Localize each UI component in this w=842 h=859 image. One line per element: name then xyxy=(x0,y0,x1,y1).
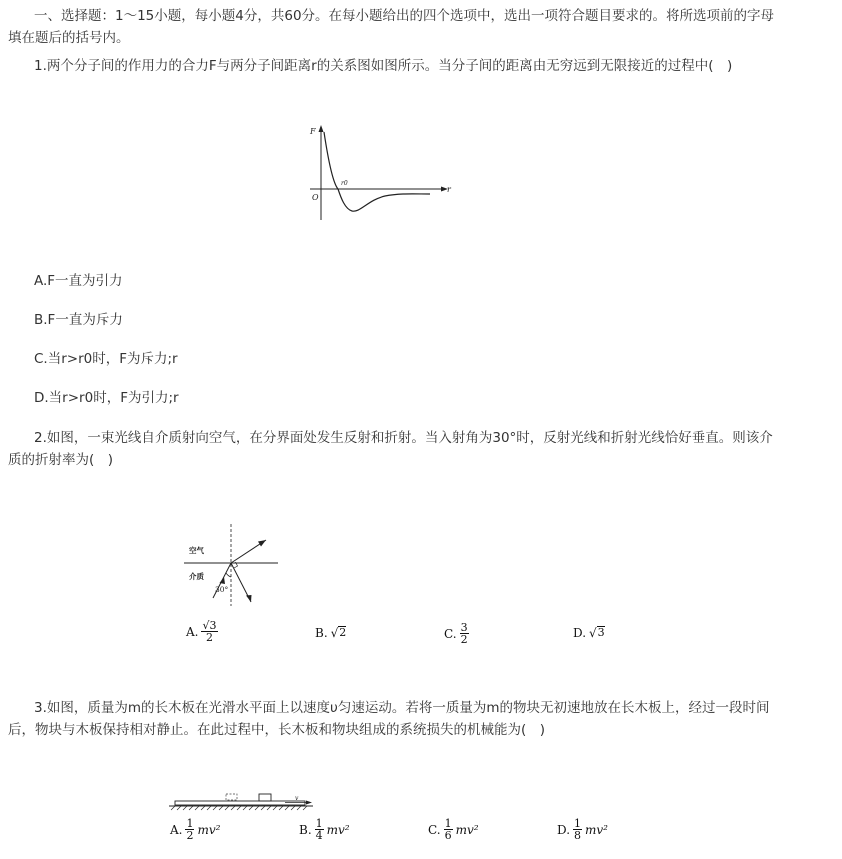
q2-incident-arrow xyxy=(220,577,226,584)
q1-stem: 1.两个分子间的作用力的合力F与两分子间距离r的关系图如图所示。当分子间的距离由无穷远到无限接近的过程中( ) xyxy=(34,58,733,74)
q3-v-label: v xyxy=(295,795,299,802)
section-heading-line1: 一、选择题：1～15小题，每小题4分，共60分。在每小题给出的四个选项中，选出一项符合题目要求的。将所选项前的字母 xyxy=(34,8,775,24)
q2-option-a-letter: A. xyxy=(186,624,199,639)
q3-option-d xyxy=(557,818,608,841)
q3-option-d-numerator: 1 xyxy=(574,817,582,830)
q2-option-d xyxy=(573,626,605,640)
q3-stem xyxy=(8,697,808,741)
q2-option-a xyxy=(186,620,218,643)
q2-option-b-radicand: 2 xyxy=(339,626,347,639)
q3-option-b-fraction xyxy=(315,818,324,841)
q1-force-distance-graph xyxy=(305,122,460,222)
q2-air-label: 空气 xyxy=(189,546,204,555)
q2-refraction-diagram xyxy=(180,522,285,607)
q3-option-d-letter: D. xyxy=(557,822,571,837)
q3-option-a-letter: A. xyxy=(170,822,183,837)
q2-option-a-numerator: √3 xyxy=(202,619,217,632)
q3-option-b-denominator: 4 xyxy=(315,829,323,842)
q3-option-c-denominator: 6 xyxy=(444,829,452,842)
q2-reflected-arrow xyxy=(246,595,252,602)
q1-y-label: F xyxy=(310,127,316,136)
q3-block xyxy=(259,794,271,801)
q3-option-d-fraction xyxy=(573,818,582,841)
section-heading-line2: 填在题后的括号内。 xyxy=(8,30,130,46)
q2-option-a-fraction xyxy=(201,620,217,643)
q2-option-a-denominator: 2 xyxy=(205,631,213,644)
q2-option-c-fraction xyxy=(460,622,469,645)
q3-option-b xyxy=(299,818,350,841)
q3-ground-hatching xyxy=(171,806,307,810)
q2-option-b xyxy=(315,626,346,640)
q2-option-c-numerator: 3 xyxy=(460,621,468,634)
q3-option-b-numerator: 1 xyxy=(315,817,323,830)
q3-velocity-arrowhead xyxy=(306,801,312,805)
q3-stem-line1: 3.如图，质量为m的长木板在光滑水平面上以速度υ匀速运动。若将一质量为m的物块无初速地放在长木板上，经过一段时间 xyxy=(34,700,770,716)
q1-option-c: C.当r>r0时，F为斥力;r xyxy=(34,351,178,367)
section-heading xyxy=(8,5,808,49)
q1-r0-label: r0 xyxy=(341,180,348,187)
q2-angle-arc xyxy=(226,573,231,577)
q2-refracted-arrow xyxy=(258,540,266,547)
q3-option-c xyxy=(428,818,479,841)
q1-option-d: D.当r>r0时，F为引力;r xyxy=(34,390,179,406)
q3-option-a-fraction xyxy=(185,818,194,841)
q3-option-a-numerator: 1 xyxy=(186,817,194,830)
q2-option-d-letter: D. xyxy=(573,626,587,640)
q3-option-a xyxy=(170,818,220,841)
q3-option-c-numerator: 1 xyxy=(444,817,452,830)
q2-angle-label: 30° xyxy=(215,585,229,594)
q1-y-axis-arrow xyxy=(319,125,324,132)
q2-stem-line2: 质的折射率为( ) xyxy=(8,452,114,468)
q2-option-b-sqrt xyxy=(331,626,347,640)
q2-option-c xyxy=(444,622,469,645)
q3-option-c-letter: C. xyxy=(428,822,441,837)
q2-option-d-radicand: 3 xyxy=(597,626,605,639)
q3-option-b-tail: mv² xyxy=(326,822,350,837)
q3-stem-line2: 后，物块与木板保持相对静止。在此过程中，长木板和物块组成的系统损失的机械能为( ) xyxy=(8,722,546,738)
q3-option-b-letter: B. xyxy=(299,822,312,837)
q1-option-b: B.F一直为斥力 xyxy=(34,312,123,328)
q3-option-c-tail: mv² xyxy=(455,822,479,837)
q3-option-d-tail: mv² xyxy=(585,822,608,837)
q2-option-c-denominator: 2 xyxy=(460,633,468,646)
radical-sign-icon: √ xyxy=(589,626,597,640)
q3-option-d-denominator: 8 xyxy=(574,829,582,842)
q2-medium-label: 介质 xyxy=(189,572,204,581)
q1-force-curve xyxy=(324,132,430,211)
q2-option-d-sqrt xyxy=(589,626,605,640)
q3-block-dashed xyxy=(226,794,237,800)
q3-option-a-denominator: 2 xyxy=(186,829,194,842)
q2-option-b-letter: B. xyxy=(315,626,328,640)
q1-option-a: A.F一直为引力 xyxy=(34,273,123,289)
q1-origin-label: O xyxy=(312,193,319,202)
q2-stem-line1: 2.如图，一束光线自介质射向空气，在分界面处发生反射和折射。当入射角为30°时，反射光线和折射光线恰好垂直。则该介 xyxy=(34,430,773,446)
radical-sign-icon: √ xyxy=(330,626,339,640)
q2-option-c-letter: C. xyxy=(444,626,457,641)
q2-stem xyxy=(8,427,808,471)
q1-x-label: r xyxy=(447,185,451,194)
q3-long-board xyxy=(175,801,305,805)
q3-option-c-fraction xyxy=(444,818,453,841)
q3-board-block-diagram xyxy=(165,790,315,812)
q3-option-a-tail: mv² xyxy=(197,822,221,837)
